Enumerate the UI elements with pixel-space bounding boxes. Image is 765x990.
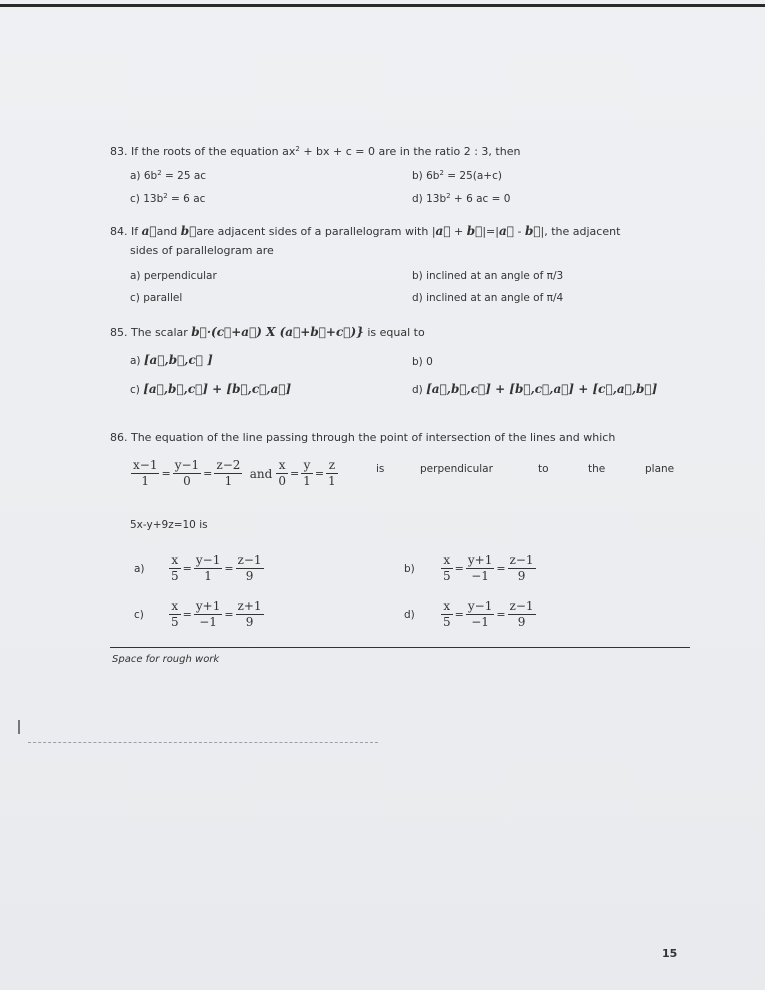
fraction: $\frac{y-1}{1}$ <box>195 553 221 583</box>
q86-option-d: d) $\frac{x}{5}$ = $\frac{y-1}{-1}$ = $\frac{z-1}{9}$ <box>404 599 534 629</box>
fraction: $\frac{x}{0}$ <box>278 458 286 488</box>
fraction: $\frac{x}{5}$ <box>443 599 451 629</box>
fraction: $\frac{y+1}{-1}$ <box>467 553 493 583</box>
q85-option-a: a) [a⃗,b⃗,c⃗ ] <box>130 353 213 367</box>
q86-word-is: is <box>376 463 385 475</box>
q85-option-c: c) [a⃗,b⃗,c⃗] + [b⃗,c⃗,a⃗] <box>130 382 292 396</box>
top-border <box>0 4 765 7</box>
question-83-stem: 83. If the roots of the equation $ax^2$ + bx + c = 0 are in the ratio 2 : 3, then <box>110 145 521 158</box>
q86-plane-equation: 5x-y+9z=10 is <box>130 519 208 531</box>
q86-option-a: a) $\frac{x}{5}$ = $\frac{y-1}{1}$ = $\frac{z-1}{9}$ <box>134 553 262 583</box>
q85-option-d: d) [a⃗,b⃗,c⃗] + [b⃗,c⃗,a⃗] + [c⃗,a⃗,b⃗] <box>412 382 658 396</box>
q83-option-a: a) $6b^2 = 25$ ac <box>130 169 207 182</box>
fraction: $\frac{z-1}{9}$ <box>237 553 262 583</box>
q86-word-perpendicular: perpendicular <box>420 463 493 475</box>
page-number: 15 <box>662 947 678 960</box>
question-86-stem: 86. The equation of the line passing through the point of intersection of the lines and which <box>110 431 616 444</box>
q84-option-d: d) inclined at an angle of π/4 <box>412 292 564 304</box>
q86-option-b: b) $\frac{x}{5}$ = $\frac{y+1}{-1}$ = $\frac{z-1}{9}$ <box>404 553 534 583</box>
q84-option-a: a) perpendicular <box>130 270 217 282</box>
rough-work-label: Space for rough work <box>112 654 220 665</box>
fraction: $\frac{x}{5}$ <box>171 553 179 583</box>
question-84-stem: 84. If a⃗and b⃗are adjacent sides of a parallelogram with |a⃗ + b⃗|=|a⃗ - b⃗|, the adjacent <box>110 224 621 238</box>
scan-mark <box>18 720 20 734</box>
fraction: $\frac{z-1}{9}$ <box>509 599 534 629</box>
q84-option-c: c) parallel <box>130 292 183 304</box>
q86-option-c: c) $\frac{x}{5}$ = $\frac{y+1}{-1}$ = $\frac{z+1}{9}$ <box>134 599 262 629</box>
fraction: $\frac{y+1}{-1}$ <box>195 599 221 629</box>
q83-option-d: d) $13b^2 + 6$ ac = 0 <box>412 192 511 205</box>
q86-given-lines: $\frac{x-1}{1}$ = $\frac{y-1}{0}$ = $\frac{z-2}{1}$ and $\frac{x}{0}$ = $\frac{y}{1}$ = $\frac{z}{1}$ <box>133 458 336 488</box>
fraction: $\frac{z+1}{9}$ <box>237 599 262 629</box>
scan-dashed-line <box>28 742 378 743</box>
q83-option-b: b) $6b^2 = 25(a+c)$ <box>412 169 502 182</box>
q83-option-c: c) $13b^2 = 6$ ac <box>130 192 206 205</box>
fraction: $\frac{z-1}{9}$ <box>509 553 534 583</box>
q84-option-b: b) inclined at an angle of π/3 <box>412 270 564 282</box>
rough-work-divider <box>110 647 690 648</box>
fraction: $\frac{z-2}{1}$ <box>216 458 241 488</box>
question-85-stem: 85. The scalar b⃗·(c⃗+a⃗) X (a⃗+b⃗+c⃗)} is equal to <box>110 325 425 339</box>
q86-word-to: to <box>538 463 549 475</box>
question-84-stem-line2: sides of parallelogram are <box>130 244 274 257</box>
fraction: $\frac{y-1}{0}$ <box>174 458 200 488</box>
q85-option-b: b) 0 <box>412 356 433 368</box>
fraction: $\frac{x-1}{1}$ <box>133 458 158 488</box>
fraction: $\frac{x}{5}$ <box>171 599 179 629</box>
q86-word-the: the <box>588 463 606 475</box>
fraction: $\frac{x}{5}$ <box>443 553 451 583</box>
q86-word-plane: plane <box>645 463 675 475</box>
fraction: $\frac{z}{1}$ <box>328 458 336 488</box>
fraction: $\frac{y-1}{-1}$ <box>467 599 493 629</box>
fraction: $\frac{y}{1}$ <box>303 458 311 488</box>
